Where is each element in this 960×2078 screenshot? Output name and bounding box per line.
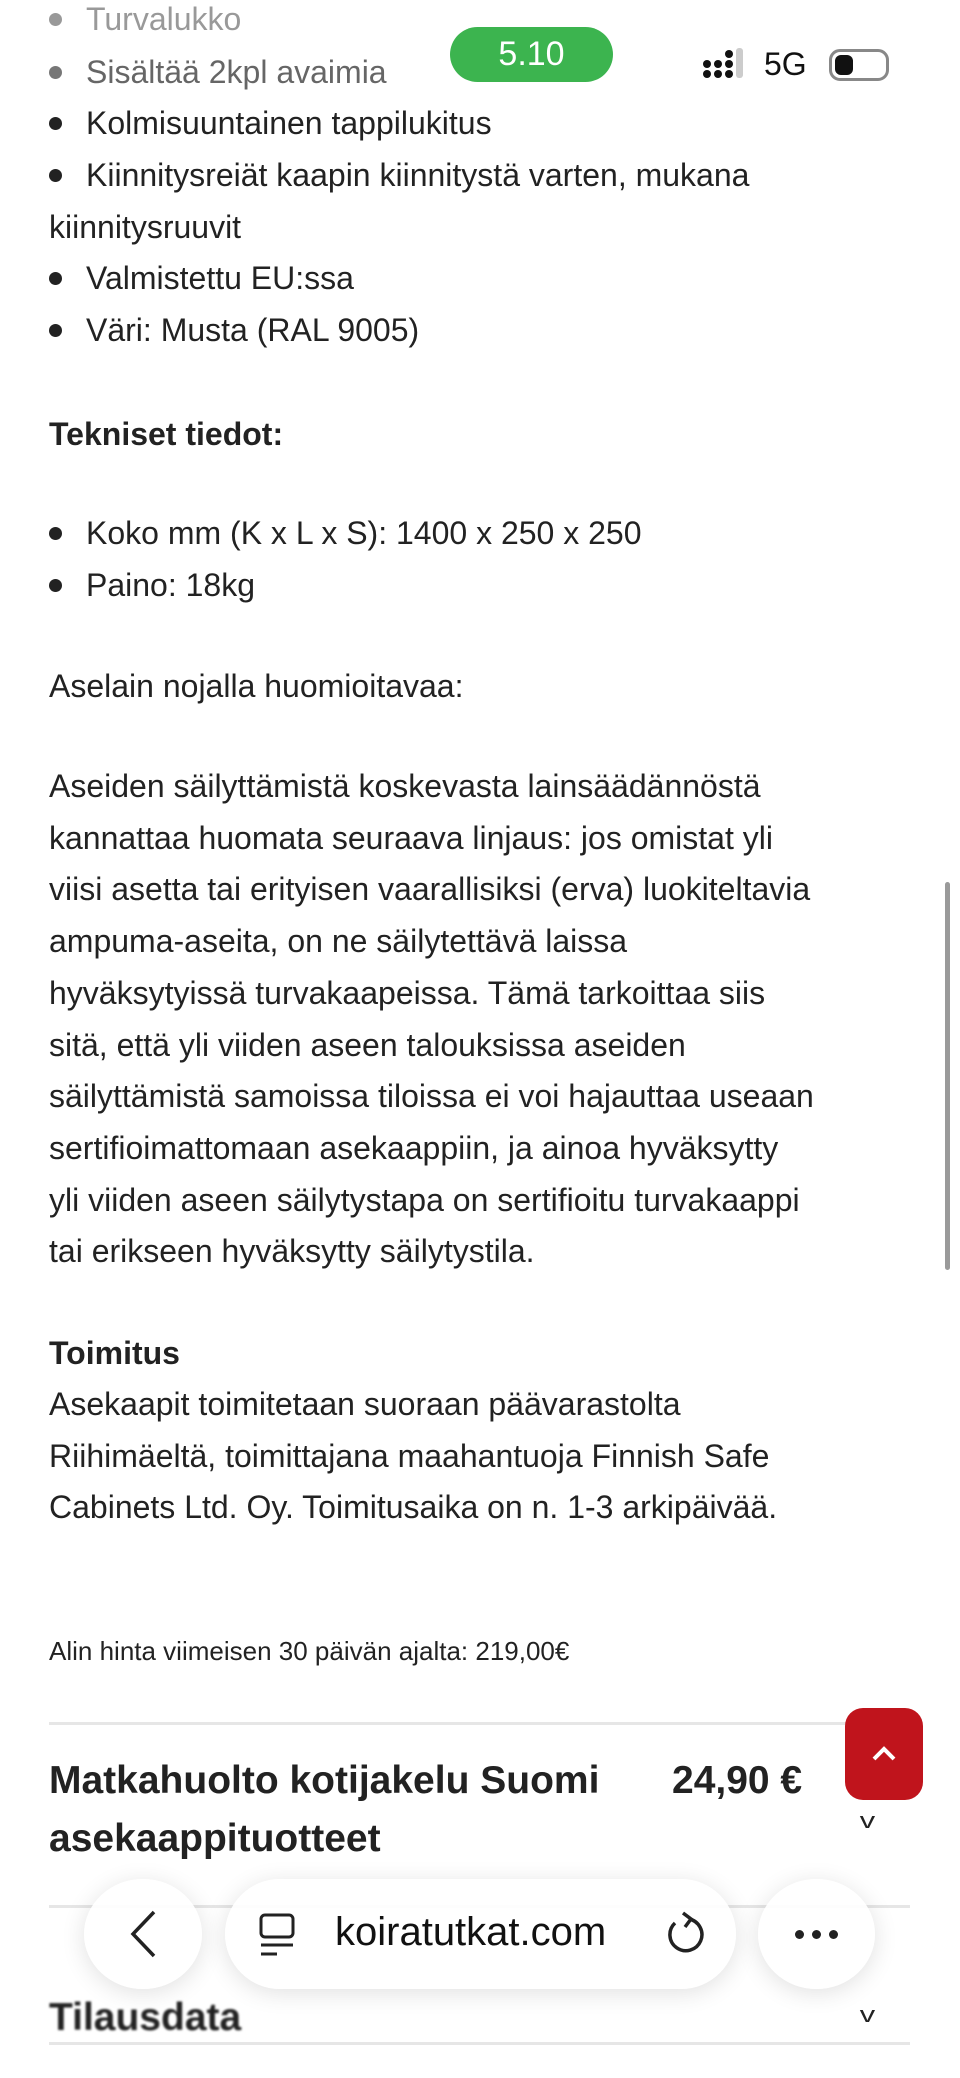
feature-item: Kiinnitysreiät kaapin kiinnitystä varten, mukana <box>86 157 750 193</box>
section-title: Tilausdata <box>49 1996 242 2039</box>
chevron-left-icon <box>128 1909 158 1959</box>
scroll-to-top-button[interactable] <box>845 1708 923 1800</box>
feature-item: Kolmisuuntainen tappilukitus <box>86 105 492 141</box>
divider <box>49 1722 910 1725</box>
paragraph-line: Cabinets Ltd. Oy. Toimitusaika on n. 1-3 arkipäivää. <box>49 1489 778 1526</box>
more-menu-button[interactable] <box>758 1879 875 1989</box>
battery-icon <box>829 49 889 81</box>
bullet <box>49 117 62 130</box>
bullet <box>49 66 62 79</box>
shipping-title-line2: asekaappituotteet <box>49 1817 381 1860</box>
feature-item-cont: kiinnitysruuvit <box>49 209 242 245</box>
feature-item: Väri: Musta (RAL 9005) <box>86 312 420 348</box>
status-time: 5.10 <box>450 27 613 82</box>
paragraph-line: Asekaapit toimitetaan suoraan päävarastolta <box>49 1386 681 1422</box>
paragraph-line: hyväksytyissä turvakaapeissa. Tämä tarkoittaa siis <box>49 974 766 1011</box>
paragraph-line: viisi asetta tai erityisen vaarallisiksi (erva) luokiteltavia <box>49 871 811 908</box>
address-bar[interactable] <box>225 1879 736 1989</box>
divider <box>49 2042 910 2045</box>
feature-item: Sisältää 2kpl avaimia <box>86 54 387 90</box>
bullet <box>49 13 62 26</box>
paragraph-line: tai erikseen hyväksytty säilytystila. <box>49 1233 535 1270</box>
reload-icon[interactable] <box>663 1911 705 1959</box>
bullet <box>49 272 62 285</box>
signal-icon <box>703 48 751 80</box>
chevron-down-icon[interactable]: v <box>859 1808 876 1833</box>
paragraph-line: kannattaa huomata seuraava linjaus: jos omistat yli <box>49 819 773 856</box>
tech-item: Paino: 18kg <box>86 567 256 603</box>
paragraph-line: ampuma-aseita, on ne säilytettävä laissa <box>49 923 628 960</box>
back-button[interactable] <box>84 1879 202 1989</box>
url-text: koiratutkat.com <box>335 1910 607 1954</box>
bullet <box>49 527 62 540</box>
chevron-up-icon <box>871 1746 897 1762</box>
more-icon <box>795 1930 838 1939</box>
law-heading: Aselain nojalla huomioitavaa: <box>49 668 464 704</box>
paragraph-line: säilyttämistä samoissa tiloissa ei voi hajauttaa useaan <box>49 1078 814 1115</box>
network-label: 5G <box>764 46 807 82</box>
paragraph-line: Riihimäeltä, toimittajana maahantuoja Finnish Safe <box>49 1437 770 1474</box>
feature-item: Turvalukko <box>86 1 242 37</box>
scrollbar[interactable] <box>945 882 950 1270</box>
tech-heading: Tekniset tiedot: <box>49 416 284 452</box>
shipping-title: Matkahuolto kotijakelu Suomi <box>49 1759 600 1802</box>
paragraph-line: yli viiden aseen säilytystapa on sertifioitu turvakaappi <box>49 1181 800 1218</box>
feature-item: Valmistettu EU:ssa <box>86 260 354 296</box>
bullet <box>49 579 62 592</box>
tab-overview-icon[interactable] <box>257 1913 297 1957</box>
bullet <box>49 324 62 337</box>
chevron-down-icon[interactable]: v <box>859 2002 876 2027</box>
lowest-price-note: Alin hinta viimeisen 30 päivän ajalta: 219,00€ <box>49 1636 570 1666</box>
paragraph-line: sitä, että yli viiden aseen talouksissa aseiden <box>49 1026 686 1063</box>
paragraph-line: sertifioimattomaan asekaappiin, ja ainoa hyväksytty <box>49 1129 779 1166</box>
shipping-price: 24,90 € <box>672 1759 803 1802</box>
delivery-heading: Toimitus <box>49 1335 180 1371</box>
tech-item: Koko mm (K x L x S): 1400 x 250 x 250 <box>86 515 642 551</box>
bullet <box>49 169 62 182</box>
paragraph-line: Aseiden säilyttämistä koskevasta lainsäädännöstä <box>49 768 761 804</box>
